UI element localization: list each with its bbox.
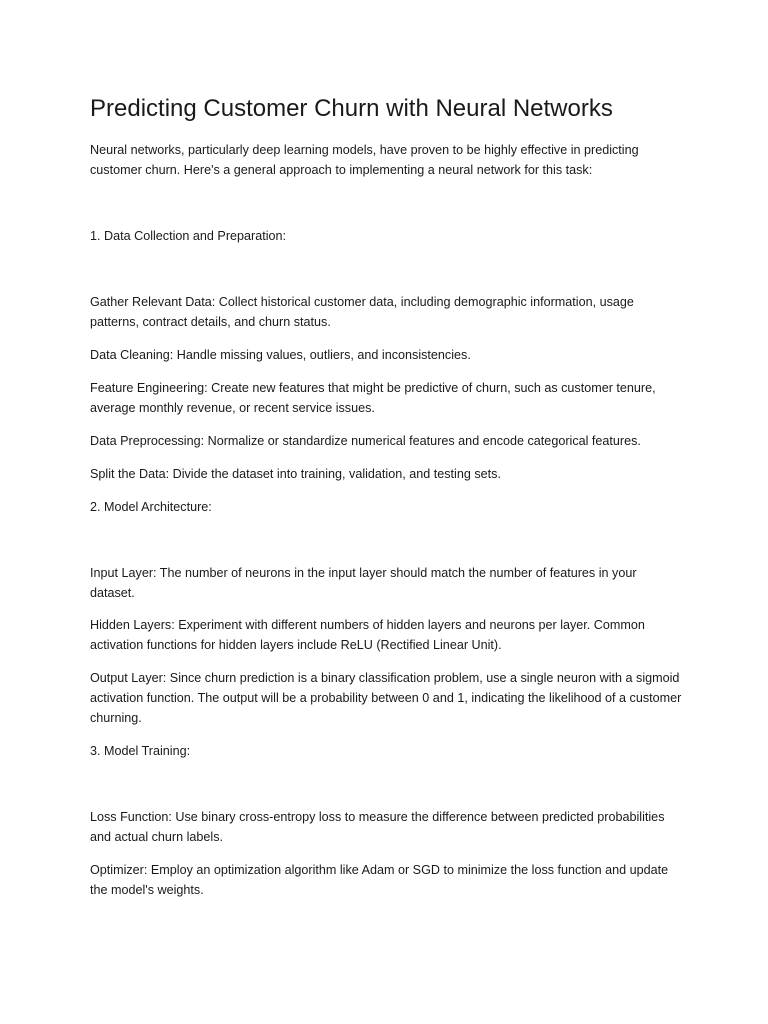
section-heading-data-collection: 1. Data Collection and Preparation: — [90, 229, 287, 243]
paragraph-data-preprocessing: Data Preprocessing: Normalize or standardize numerical features and encode categorical features. — [90, 434, 641, 448]
paragraph-gather-data: Gather Relevant Data: Collect historical customer data, including demographic information, usage patterns, contract details, and churn status. — [90, 295, 634, 329]
paragraph-data-cleaning: Data Cleaning: Handle missing values, outliers, and inconsistencies. — [90, 348, 471, 362]
paragraph-hidden-layers: Hidden Layers: Experiment with different numbers of hidden layers and neurons per layer. Common activation functions for hidden layers include ReLU (Rectified Linear Unit). — [90, 618, 645, 652]
section-heading-model-training: 3. Model Training: — [90, 744, 191, 758]
paragraph-split-data: Split the Data: Divide the dataset into training, validation, and testing sets. — [90, 467, 501, 481]
paragraph-optimizer: Optimizer: Employ an optimization algorithm like Adam or SGD to minimize the loss function and update the model's weights. — [90, 863, 669, 897]
section-heading-model-architecture: 2. Model Architecture: — [90, 500, 212, 514]
document-page — [90, 0, 690, 1024]
document-title: Predicting Customer Churn with Neural Networks — [90, 95, 613, 122]
paragraph-loss-function: Loss Function: Use binary cross-entropy loss to measure the difference between predicted probabilities and actual churn labels. — [90, 810, 665, 844]
paragraph-output-layer: Output Layer: Since churn prediction is a binary classification problem, use a single neuron with a sigmoid activation function. The output will be a probability between 0 and 1, indicating the likelihood of a customer churning. — [90, 671, 682, 725]
intro-paragraph: Neural networks, particularly deep learning models, have proven to be highly effective in predicting customer churn. Here's a general approach to implementing a neural network for this task: — [90, 143, 639, 177]
paragraph-input-layer: Input Layer: The number of neurons in the input layer should match the number of features in your dataset. — [90, 566, 637, 600]
paragraph-feature-engineering: Feature Engineering: Create new features that might be predictive of churn, such as customer tenure, average monthly revenue, or recent service issues. — [90, 381, 656, 415]
